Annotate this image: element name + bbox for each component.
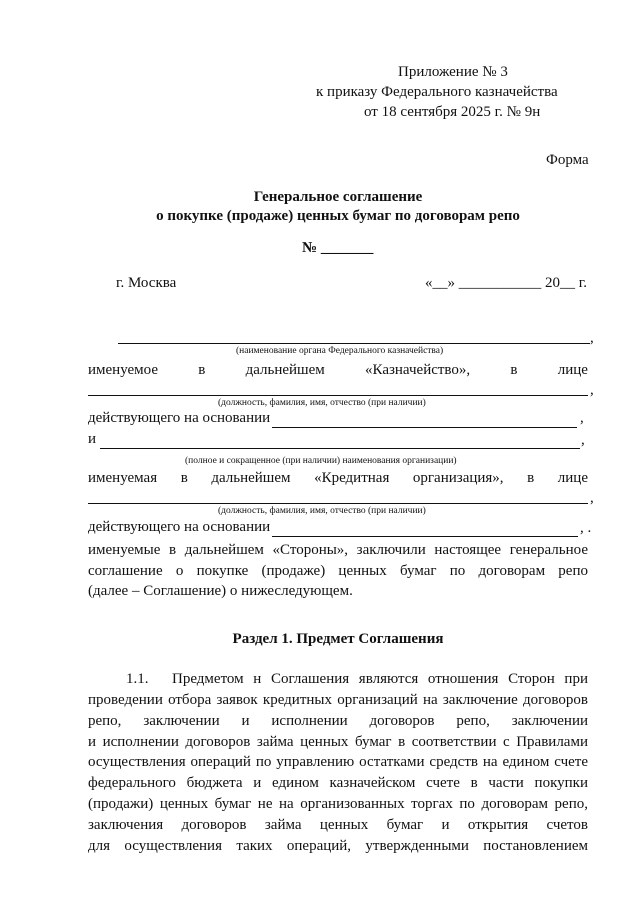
paragraph-line: федерального бюджета и едином казначейском счете в части покупки <box>88 775 588 792</box>
paragraph-line: заключения договоров займа ценных бумаг и открытия счетов <box>88 816 588 833</box>
acting-basis-label-2: действующего на основании <box>88 519 271 535</box>
date-placeholder: «__» ___________ 20__ г. <box>425 275 587 291</box>
word: в <box>198 362 206 378</box>
acting-basis-line-2 <box>272 536 578 537</box>
word: именуемая <box>88 470 158 486</box>
order-reference: к приказу Федерального казначейства <box>316 84 558 100</box>
position-fio-line-2 <box>88 503 588 504</box>
form-label: Форма <box>546 152 589 168</box>
word: «Кредитная <box>314 470 390 486</box>
word: лице <box>557 470 588 486</box>
word: именуемое <box>88 362 158 378</box>
comma: , <box>581 432 585 448</box>
order-date: от 18 сентября 2025 г. № 9н <box>364 104 541 120</box>
comma: , <box>590 382 594 398</box>
word: в <box>510 362 518 378</box>
clause-body <box>88 690 588 856</box>
paragraph-line: (продажи) ценных бумаг не на организованных торгах по договорам репо, <box>88 795 588 812</box>
comma: , <box>590 490 594 506</box>
word: в <box>180 470 188 486</box>
treasury-name-line <box>118 343 590 344</box>
word: в <box>527 470 535 486</box>
comma-period: , . <box>580 520 592 536</box>
section-title: Раздел 1. Предмет Соглашения <box>232 631 444 647</box>
position-fio-line-1 <box>88 395 588 396</box>
document-title: Генеральное соглашение <box>253 189 423 205</box>
paragraph-line: именуемые в дальнейшем «Стороны», заключили настоящее генеральное <box>88 542 588 558</box>
word: «Казначейство», <box>365 362 471 378</box>
paragraph-line: репо, заключении и исполнении договоров репо, заключении <box>88 712 588 729</box>
parties-paragraph <box>88 540 588 602</box>
acting-basis-line-1 <box>272 427 577 428</box>
word: организация», <box>412 470 504 486</box>
acting-basis-label: действующего на основании <box>88 410 271 426</box>
clause-number: 1.1. <box>126 671 149 687</box>
treasury-row <box>88 362 588 379</box>
comma: , <box>580 410 584 426</box>
word: дальнейшем <box>245 362 325 378</box>
caption-org-name: (полное и сокращенное (при наличии) наименования организации) <box>185 456 457 466</box>
paragraph-line: Предметом н Соглашения являются отношения Сторон при <box>172 671 588 687</box>
paragraph-line: соглашение о покупке (продаже) ценных бумаг по договорам репо <box>88 562 588 579</box>
document-subtitle: о покупке (продаже) ценных бумаг по договорам репо <box>156 208 520 224</box>
paragraph-line: и исполнении договоров займа ценных бумаг в соответствии с Правилами <box>88 733 588 750</box>
paragraph-line: (далее – Соглашение) о нижеследующем. <box>88 583 353 600</box>
city: г. Москва <box>116 275 177 291</box>
appendix-number: Приложение № 3 <box>398 64 508 80</box>
caption-treasury-body: (наименование органа Федерального казначейства) <box>236 346 444 356</box>
agreement-number: № _______ <box>302 240 374 256</box>
credit-org-row <box>88 470 588 487</box>
comma: , <box>590 330 594 346</box>
caption-position-fio-2: (должность, фамилия, имя, отчество (при наличии) <box>218 506 426 516</box>
paragraph-line: осуществления операций по управлению остатками средств на едином счете <box>88 754 588 771</box>
paragraph-line: для осуществления таких операций, утвержденными постановлением <box>88 837 588 854</box>
clause-first-line <box>172 669 588 690</box>
and-word: и <box>88 431 97 447</box>
caption-position-fio-1: (должность, фамилия, имя, отчество (при наличии) <box>218 398 426 408</box>
org-name-line <box>100 448 580 449</box>
word: дальнейшем <box>211 470 291 486</box>
paragraph-line: проведении отбора заявок кредитных организаций на заключение договоров <box>88 692 588 708</box>
word: лице <box>557 362 588 378</box>
